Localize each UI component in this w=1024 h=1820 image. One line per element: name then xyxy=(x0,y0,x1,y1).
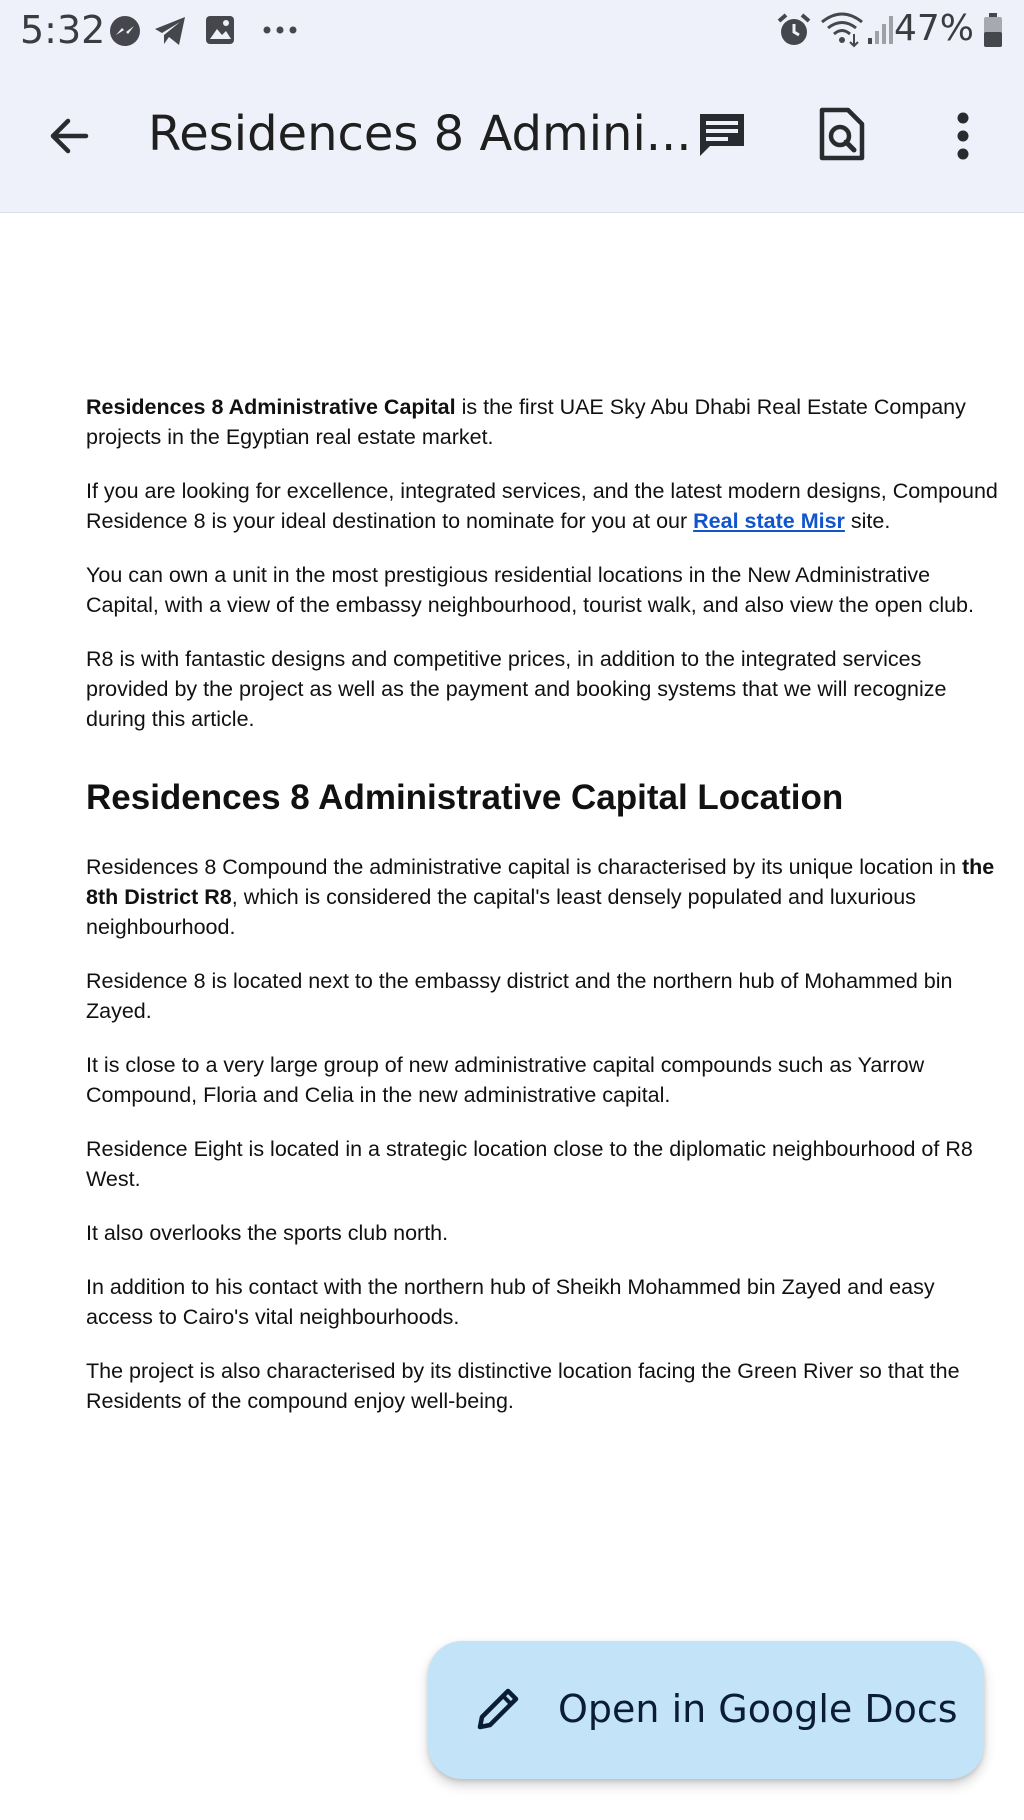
paragraph-location xyxy=(86,852,1006,942)
more-vert-icon[interactable] xyxy=(950,110,976,162)
gallery-icon xyxy=(204,14,236,46)
real-state-misr-link[interactable]: Real state Misr xyxy=(693,509,845,533)
paragraph-green-river: The project is also characterised by its distinctive location facing the Green River so that the Residents of the compound enjoy well-being. xyxy=(86,1359,960,1413)
more-dots-icon xyxy=(262,24,298,36)
pencil-icon xyxy=(472,1683,524,1735)
location-heading: Residences 8 Administrative Capital Location xyxy=(86,778,844,817)
paragraph-sports-club: It also overlooks the sports club north. xyxy=(86,1221,449,1245)
destination-end: site. xyxy=(844,509,891,533)
status-time: 5:32 xyxy=(20,8,106,52)
comment-icon[interactable] xyxy=(696,110,748,162)
wifi-icon xyxy=(820,12,864,48)
status-bar xyxy=(0,0,1024,60)
open-in-google-docs-button[interactable] xyxy=(428,1641,984,1779)
paragraph-contact: In addition to his contact with the northern hub of Sheikh Mohammed bin Zayed and easy access to Cairo's vital neighbourhoods. xyxy=(86,1275,935,1329)
intro-bold-title: Residences 8 Administrative Capital xyxy=(86,395,456,419)
paragraph-embassy: Residence 8 is located next to the embassy district and the northern hub of Mohammed bin Zayed. xyxy=(86,969,953,1023)
battery-percentage: 47% xyxy=(893,8,974,49)
battery-icon xyxy=(982,12,1004,48)
paragraph-designs: R8 is with fantastic designs and competitive prices, in addition to the integrated services provided by the project as well as the payment and booking systems that we will recognize during this article. xyxy=(86,647,947,731)
document-title: Residences 8 Admini... xyxy=(148,106,692,162)
messenger-icon xyxy=(108,14,142,48)
district-bold: the 8th District R8 xyxy=(86,855,995,909)
destination-text: If you are looking for excellence, integrated services, and the latest modern designs, Compound Residence 8 is your ideal destination to nominate for you at our xyxy=(86,479,998,533)
document-body xyxy=(86,392,1006,1440)
paragraph-intro xyxy=(86,392,1006,452)
paragraph-strategic: Residence Eight is located in a strategic location close to the diplomatic neighbourhood of R8 West. xyxy=(86,1137,973,1191)
alarm-icon xyxy=(776,12,812,48)
telegram-icon xyxy=(152,14,188,48)
signal-icon xyxy=(866,14,896,46)
find-in-document-icon[interactable] xyxy=(818,106,866,162)
paragraph-compounds: It is close to a very large group of new administrative capital compounds such as Yarrow Compound, Floria and Celia in the new administrative capital. xyxy=(86,1053,925,1107)
arrow-back-icon[interactable] xyxy=(46,112,94,160)
paragraph-destination xyxy=(86,476,1006,536)
intro-text: is the first UAE Sky Abu Dhabi Real Estate Company projects in the Egyptian real estate market. xyxy=(86,395,966,449)
app-bar xyxy=(0,60,1024,213)
fab-label: Open in Google Docs xyxy=(558,1687,958,1731)
paragraph-unit: You can own a unit in the most prestigious residential locations in the New Administrative Capital, with a view of the embassy neighbourhood, tourist walk, and also view the open club. xyxy=(86,563,974,617)
location-end: , which is considered the capital's least densely populated and luxurious neighbourhood. xyxy=(86,885,916,939)
location-text: Residences 8 Compound the administrative capital is characterised by its unique location in xyxy=(86,855,962,879)
